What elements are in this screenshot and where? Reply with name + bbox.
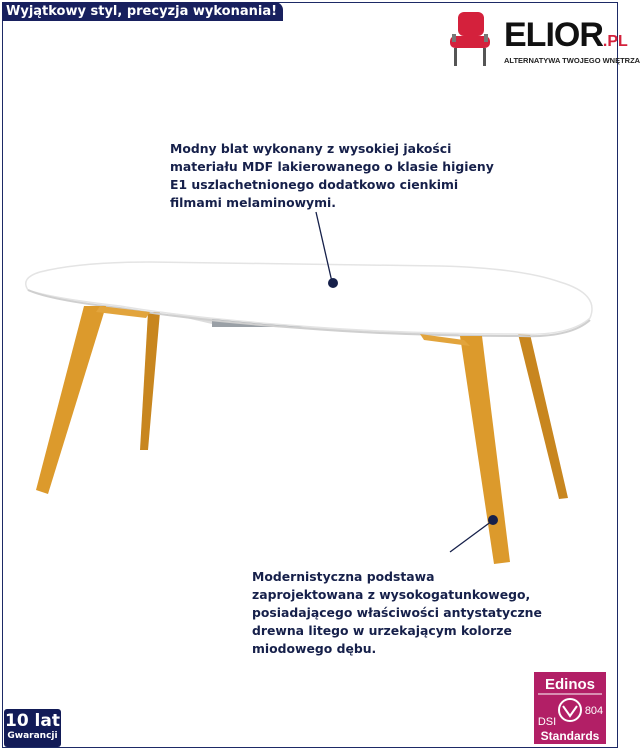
certificate-code-right: 804 [584, 705, 604, 717]
callout-line: Modernistyczna podstawa [252, 569, 435, 584]
callout-dot-bottom [488, 515, 498, 525]
header-title: Wyjątkowy styl, precyzja wykonania! [6, 4, 278, 19]
table-leg-back-right [518, 334, 568, 499]
warranty-years: 10 lat [4, 711, 60, 731]
certificate-graphic [534, 672, 606, 744]
callout-line: miodowego dębu. [252, 641, 377, 656]
callout-line: posiadającego właściwości antystatyczne [252, 605, 542, 620]
table-leg-front-left [36, 306, 106, 494]
callout-line: drewna litego w urzekającym kolorze [252, 623, 512, 638]
callout-line: filmami melaminowymi. [170, 195, 336, 210]
certificate-footer: Standards [540, 729, 600, 743]
callout-line: materiału MDF lakierowanego o klasie higieny [170, 159, 494, 174]
callout-text-bottom [252, 568, 542, 658]
table-top [26, 262, 592, 334]
certificate-badge [534, 672, 606, 744]
brand-tagline: ALTERNATYWA TWOJEGO WNĘTRZA [504, 56, 640, 65]
callout-line: E1 uszlachetnionego dodatkowo cienkimi [170, 177, 459, 192]
callout-line: zaprojektowana z wysokogatunkowego, [252, 587, 531, 602]
callout-text-top [170, 140, 494, 212]
table-leg-back-left [140, 312, 160, 450]
warranty-badge [4, 709, 61, 747]
certificate-code-left: DSI [537, 716, 557, 728]
brand-domain: .PL [602, 33, 628, 50]
certificate-title: Edinos [544, 676, 596, 693]
brand-name-text: ELIOR [504, 16, 603, 54]
table-leg-front-right [460, 336, 510, 564]
callout-line: Modny blat wykonany z wysokiej jakości [170, 141, 452, 156]
callout-line-bottom [450, 521, 492, 552]
warranty-label: Gwarancji [7, 731, 58, 741]
callout-dot-top [328, 278, 338, 288]
